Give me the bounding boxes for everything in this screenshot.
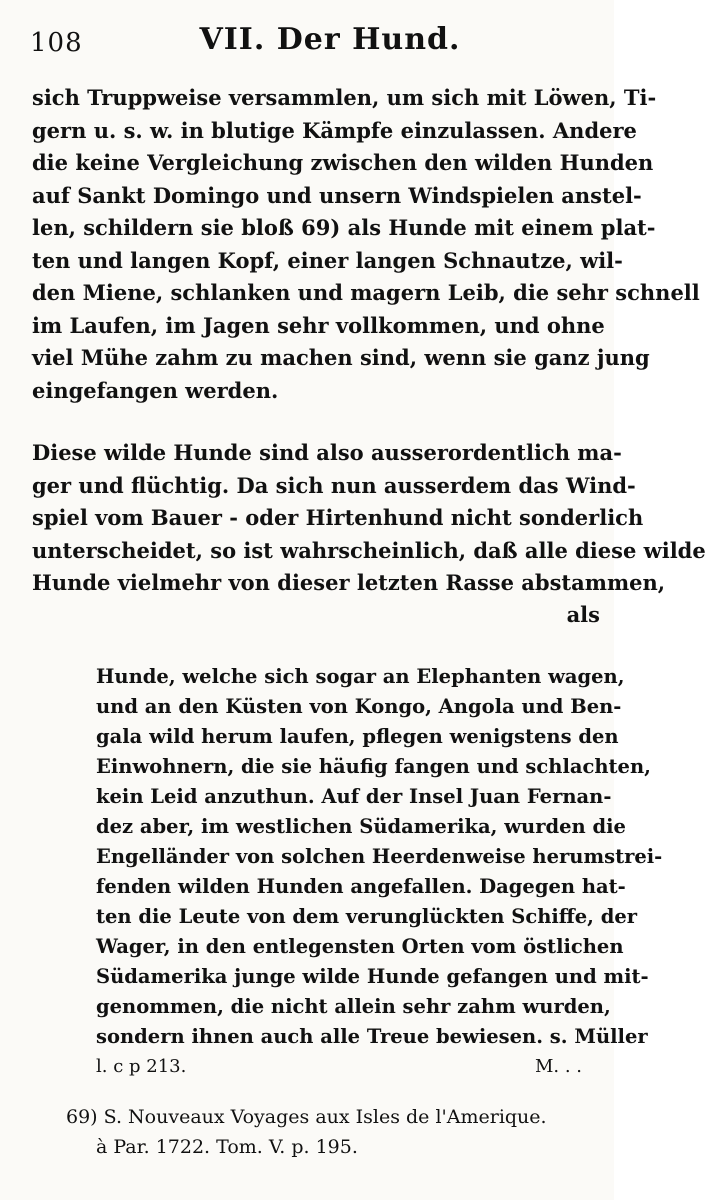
footnote-signature: M. . . <box>534 1056 582 1077</box>
footnote-69 <box>66 1102 606 1162</box>
footnote-line: Wager, in den entlegensten Orten vom östlichen <box>96 935 624 958</box>
footnote-line: gala wild herum laufen, pflegen wenigstens den <box>96 725 619 748</box>
paragraph-1 <box>32 82 700 407</box>
text-line: die keine Vergleichung zwischen den wilden Hunden <box>32 150 654 175</box>
text-line: den Miene, schlanken und magern Leib, die sehr schnell <box>32 280 700 305</box>
footnote-line: Engelländer von solchen Heerdenweise herumstrei- <box>96 845 663 868</box>
footnote-line: dez aber, im westlichen Südamerika, wurden die <box>96 815 626 838</box>
footnote-reference: l. c p 213. <box>96 1056 187 1077</box>
text-line: unterscheidet, so ist wahrscheinlich, daß alle diese wilde <box>32 537 706 563</box>
catchword: als <box>566 602 600 627</box>
text-line: auf Sankt Domingo und unsern Windspielen anstel- <box>32 182 642 208</box>
footnote-line: Hunde, welche sich sogar an Elephanten wagen, <box>96 665 625 688</box>
footnote-line: genommen, die nicht allein sehr zahm wurden, <box>96 995 611 1018</box>
text-line: spiel vom Bauer - oder Hirtenhund nicht sonderlich <box>32 505 644 530</box>
footnote-reference-line <box>96 1052 602 1082</box>
footnote-69-line-1: 69) S. Nouveaux Voyages aux Isles de l'Amerique. <box>66 1106 547 1128</box>
text-line: sich Truppweise versammlen, um sich mit Löwen, Ti- <box>32 85 657 110</box>
footnote-69-line-2: à Par. 1722. Tom. V. p. 195. <box>96 1136 358 1158</box>
text-line: Hunde vielmehr von dieser letzten Rasse abstammen, <box>32 570 666 595</box>
footnote-continuation <box>96 662 663 1082</box>
footnote-line: Südamerika junge wilde Hunde gefangen und mit- <box>96 965 649 988</box>
footnote-line: kein Leid anzuthun. Auf der Insel Juan Fernan- <box>96 785 612 808</box>
paragraph-2 <box>32 437 706 600</box>
page-number: 108 <box>30 28 83 58</box>
text-line: ger und flüchtig. Da sich nun ausserdem das Wind- <box>32 472 636 498</box>
text-line: im Laufen, im Jagen sehr vollkommen, und ohne <box>32 312 605 338</box>
footnote-line: fenden wilden Hunden angefallen. Dagegen hat- <box>96 875 626 898</box>
footnote-line: ten die Leute von dem verunglückten Schiffe, der <box>96 905 638 928</box>
text-line: viel Mühe zahm zu machen sind, wenn sie ganz jung <box>32 345 650 370</box>
text-line: len, schildern sie bloß 69) als Hunde mit einem plat- <box>32 215 656 240</box>
text-line: ten und langen Kopf, einer langen Schnautze, wil- <box>32 247 623 273</box>
footnote-line: und an den Küsten von Kongo, Angola und Ben- <box>96 695 622 718</box>
footnote-line: sondern ihnen auch alle Treue bewiesen. s. Müller <box>96 1025 648 1048</box>
text-line: gern u. s. w. in blutige Kämpfe einzulassen. Andere <box>32 117 637 143</box>
running-head: VII. Der Hund. <box>199 22 461 57</box>
text-line: eingefangen werden. <box>32 377 279 403</box>
footnote-line: Einwohnern, die sie häufig fangen und schlachten, <box>96 755 651 778</box>
page-header <box>30 22 600 66</box>
text-line: Diese wilde Hunde sind also ausserordentlich ma- <box>32 440 622 465</box>
